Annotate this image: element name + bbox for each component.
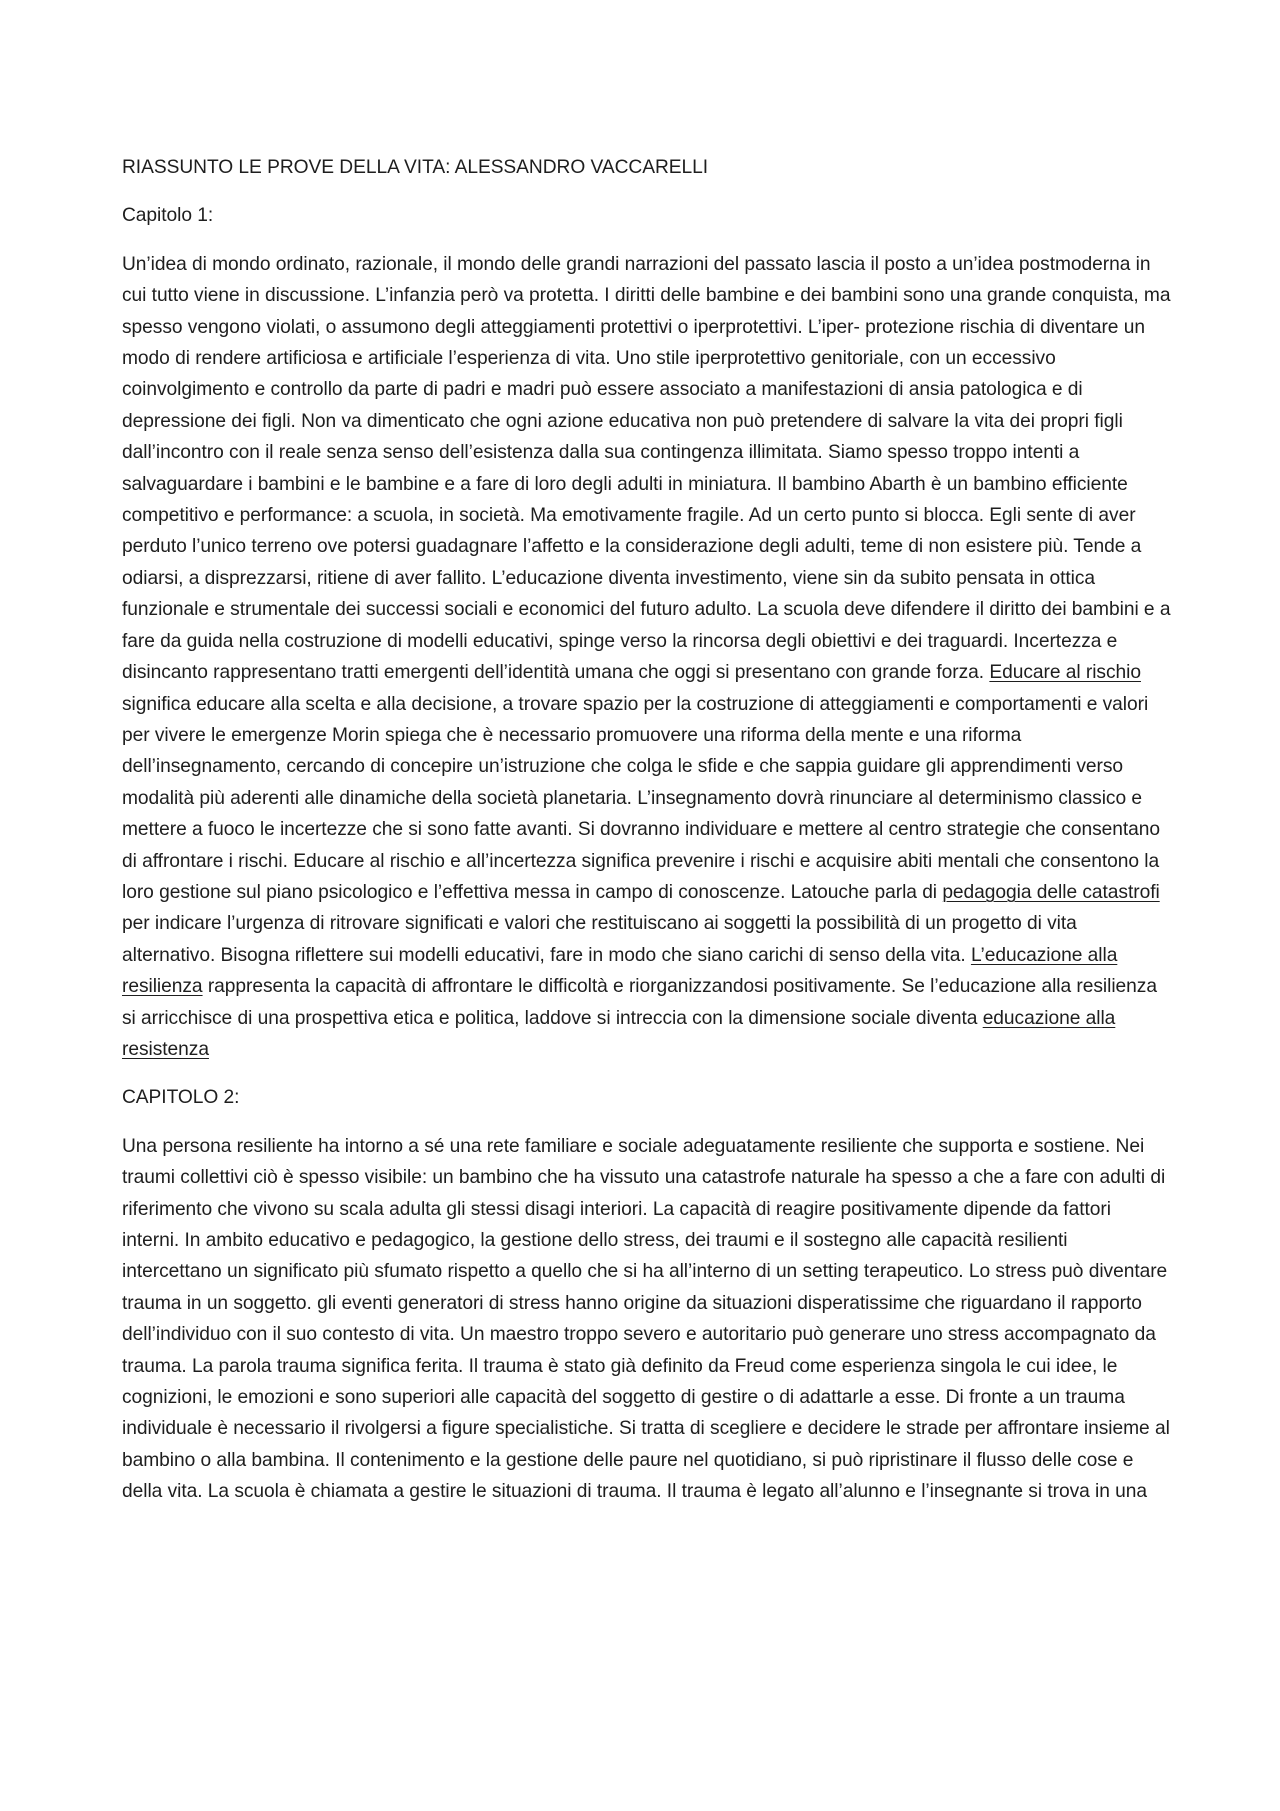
- document-body: [122, 152, 1172, 1525]
- underlined-term-pedagogia-delle-catastrofi: pedagogia delle catastrofi: [942, 881, 1160, 903]
- chapter-2-heading: CAPITOLO 2:: [122, 1087, 240, 1109]
- chapter-1-heading: Capitolo 1:: [122, 205, 214, 227]
- chapter-1-text-segment: significa educare alla scelta e alla decisione, a trovare spazio per la costruzione di atteggiamenti e comportamenti e valori per vivere le emergenze Morin spiega che è necessario promuovere una riforma della mente e una riforma dell’insegnamento, cercando di concepire un’istruzione che colga le sfide e che sappia guidare gli apprendimenti verso modalità più aderenti alle dinamiche della società planetaria. L’insegnamento dovrà rinunciare al determinismo classico e mettere a fuoco le incertezze che si sono fatte avanti. Si dovranno individuare e mettere al centro strategie che consentano di affrontare i rischi. Educare al rischio e all’incertezza significa prevenire i rischi e acquisire abiti mentali che consentono la loro gestione sul piano psicologico e l’effettiva messa in campo di conoscenze. Latouche parla di: [122, 693, 1160, 903]
- underlined-term-educazione-alla-resilienza: L’educazione alla resilienza: [122, 944, 1118, 998]
- underlined-term-educare-al-rischio: Educare al rischio: [989, 662, 1141, 684]
- document-title: RIASSUNTO LE PROVE DELLA VITA: ALESSANDRO VACCARELLI: [122, 157, 709, 178]
- chapter-1-text-segment: Un’idea di mondo ordinato, razionale, il mondo delle grandi narrazioni del passato lascia il posto a un’idea postmoderna in cui tutto viene in discussione. L’infanzia però va protetta. I diritti delle bambine e dei bambini sono una grande conquista, ma spesso vengono violati, o assumono degli atteggiamenti protettivi o iperprotettivi. L’iper- protezione rischia di diventare un modo di rendere artificiosa e artificiale l’esperienza di vita. Uno stile iperprotettivo genitoriale, con un eccessivo coinvolgimento e controllo da parte di padri e madri può essere associato a manifestazioni di ansia patologica e di depressione dei figli. Non va dimenticato che ogni azione educativa non può pretendere di salvare la vita dei propri figli dall’incontro con il reale senza senso dell’esistenza dalla sua contingenza illimitata. Siamo spesso troppo intenti a salvaguardare i bambini e le bambine e a fare di loro degli adulti in miniatura. Il bambino Abarth è un bambino efficiente competitivo e performance: a scuola, in società. Ma emotivamente fragile. Ad un certo punto si blocca. Egli sente di aver perduto l’unico terreno ove potersi guadagnare l’affetto e la considerazione degli adulti, teme di non esistere più. Tende a odiarsi, a disprezzarsi, ritiene di aver fallito. L’educazione diventa investimento, viene sin da subito pensata in ottica funzionale e strumentale dei successi sociali e economici del futuro adulto. La scuola deve difendere il diritto dei bambini e a fare da guida nella costruzione di modelli educativi, spinge verso la rincorsa degli obiettivi e dei traguardi. Incertezza e disincanto rappresentano tratti emergenti dell’identità umana che oggi si presentano con grande forza.: [122, 253, 1171, 684]
- chapter-1-text-segment: per indicare l’urgenza di ritrovare significati e valori che restituiscano ai soggetti la possibilità di un progetto di vita alternativo. Bisogna riflettere sui modelli educativi, fare in modo che siano carichi di senso della vita.: [122, 913, 1077, 966]
- chapter-2-paragraph: Una persona resiliente ha intorno a sé una rete familiare e sociale adeguatamente resiliente che supporta e sostiene. Nei traumi collettivi ciò è spesso visibile: un bambino che ha vissuto una catastrofe naturale ha spesso a che a fare con adulti di riferimento che vivono su scala adulta gli stessi disagi interiori. La capacità di reagire positivamente dipende da fattori interni. In ambito educativo e pedagogico, la gestione dello stress, dei traumi e il sostegno alle capacità resilienti intercettano un significato più sfumato rispetto a quello che si ha all’interno di un setting terapeutico. Lo stress può diventare trauma in un soggetto. gli eventi generatori di stress hanno origine da situazioni disperatissime che riguardano il rapporto dell’individuo con il suo contesto di vita. Un maestro troppo severo e autoritario può generare uno stress accompagnato da trauma. La parola trauma significa ferita. Il trauma è stato già definito da Freud come esperienza singola le cui idee, le cognizioni, le emozioni e sono superiori alle capacità del soggetto di gestire o di adattarle a esse. Di fronte a un trauma individuale è necessario il rivolgersi a figure specialistiche. Si tratta di scegliere e decidere le strade per affrontare insieme al bambino o alla bambina. Il contenimento e la gestione delle paure nel quotidiano, si può ripristinare il flusso delle cose e della vita. La scuola è chiamata a gestire le situazioni di trauma. Il trauma è legato all’alunno e l’insegnante si trova in una: [122, 1135, 1170, 1503]
- underlined-term-educazione-alla-resistenza: educazione alla resistenza: [122, 1007, 1116, 1060]
- chapter-1-text-segment: rappresenta la capacità di affrontare le difficoltà e riorganizzandosi positivamente. Se l’educazione alla resilienza si arricchisce di una prospettiva etica e politica, laddove si intreccia con la dimensione sociale diventa: [122, 976, 1157, 1029]
- chapter-1-paragraph: [122, 249, 1172, 1066]
